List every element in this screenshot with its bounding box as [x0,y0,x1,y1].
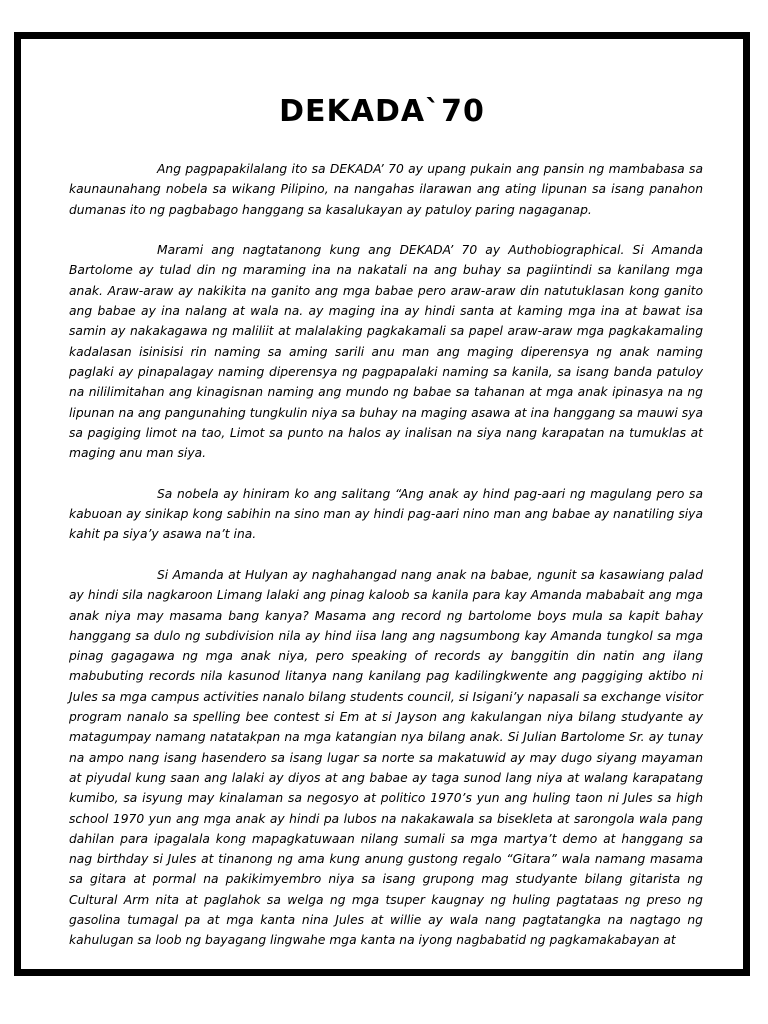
paragraph-amanda-and-julian: Si Amanda at Hulyan ay naghahangad nang anak na babae, ngunit sa kasawiang palad ay hindi sila nagkaroon Limang lalaki ang pinag kaloob sa kanila para kay Amanda mababait ang mga anak niya may masama bang kanya? Masama ang record ng bartolome boys mula sa kapit bahay hanggang sa dulo ng subdivision nila ay hind iisa lang ang nagsumbong kay Amanda tungkol sa mga pinag gagagawa ng mga anak niya, pero speaking of records ay banggitin din natin ang ilang mabubuting records nila kasunod litanya nang kanilang pag kadilingkwente ang paggiging aktibo ni Jules sa mga campus activities nanalo bilang students council, si Isigani’y napasali sa exchange visitor program nanalo sa spelling bee contest si Em at si Jayson ang kakulangan niya bilang studyante ay matagumpay namang natatakpan na mga katangian nya bilang anak. Si Julian Bartolome Sr. ay tunay na ampo nang isang hasendero sa isang lugar sa norte sa makatuwid ay may dugo siyang mayaman at piyudal kung saan ang lalaki ay diyos at ang babae ay taga sunod lang niya at walang karapatang kumibo, sa isyung may kinalaman sa negosyo at politico 1970’s yun ang huling taon ni Jules sa high school 1970 yun ang mga anak ay hindi pa lubos na nakakawala sa bisekleta at sarongola wala pang dahilan para ipagalala kong mapagkatuwaan nilang sumali sa mga martya’t demo at hanggang sa nag birthday si Jules at tinanong ng ama kung anung gustong regalo “Gitara” wala namang masama sa gitara at pormal na pakikimyembro niya sa isang grupong mag studyante bilang gitarista ng Cultural Arm nita at paglahok sa welga ng mga tsuper kaugnay ng huling pagtataas ng preso ng gasolina tumagal pa at mga kanta nina Jules at willie ay wala nang pagtatangka na nagtago ng kahulugan sa loob ng bayagang lingwahe mga kanta na iyong nagbabatid ng pagkamakabayan at [69,567,703,948]
paragraph-borrowed-phrase: Sa nobela ay hiniram ko ang salitang “Ang anak ay hind pag-aari ng magulang pero sa kabuoan ay sinikap kong sabihin na sino man ay hindi pag-aari nino man ang babae ay nanatiling siya kahit pa siya’y asawa na’t ina. [69,486,703,542]
document-title: DEKADA`70 [279,94,485,129]
document-page [14,32,750,976]
paragraph-introduction: Ang pagpapakilalang ito sa DEKADA’ 70 ay upang pukain ang pansin ng mambabasa sa kaunaunahang nobela sa wikang Pilipino, na nangahas ilarawan ang ating lipunan sa isang panahon dumanas ito ng pagbabago hanggang sa kasalukayan ay patuloy paring nagaganap. [69,162,703,217]
paragraph-autobiographical: Marami ang nagtatanong kung ang DEKADA’ 70 ay Authobiographical. Si Amanda Bartolome ay tulad din ng maraming ina na nakatali na ang buhay sa pagiintindi sa kanilang mga anak. Araw-araw ay nakikita na ganito ang mga babae pero araw-araw din natutuklasan kong ganito ang babae ay ina nalang at wala na. ay maging ina ay hindi santa at kaming mga ina at bawat isa samin ay nakakagawa ng maliliit at malalaking pagkakamali sa papel araw-araw mga pagkakamaling kadalasan isinisisi rin naming sa aming sarili anu man ang maging diperensya ng anak naming paglaki ay pinapalagay naming diperensya ng pagpapalaki naming sa kanila, sa isang banda patuloy na nililimitahan ang kinagisnan naming ang mundo ng babae sa tahanan at mga anak ipinasya na ng lipunan na ang pangunahing tungkulin niya sa buhay na maging asawa at ina hanggang sa mauwi sya sa pagiging limot na tao, Limot sa punto na halos ay inalisan na siya nang karapatan na tumuklas at maging anu man siya. [69,243,703,461]
document-body [69,159,703,971]
